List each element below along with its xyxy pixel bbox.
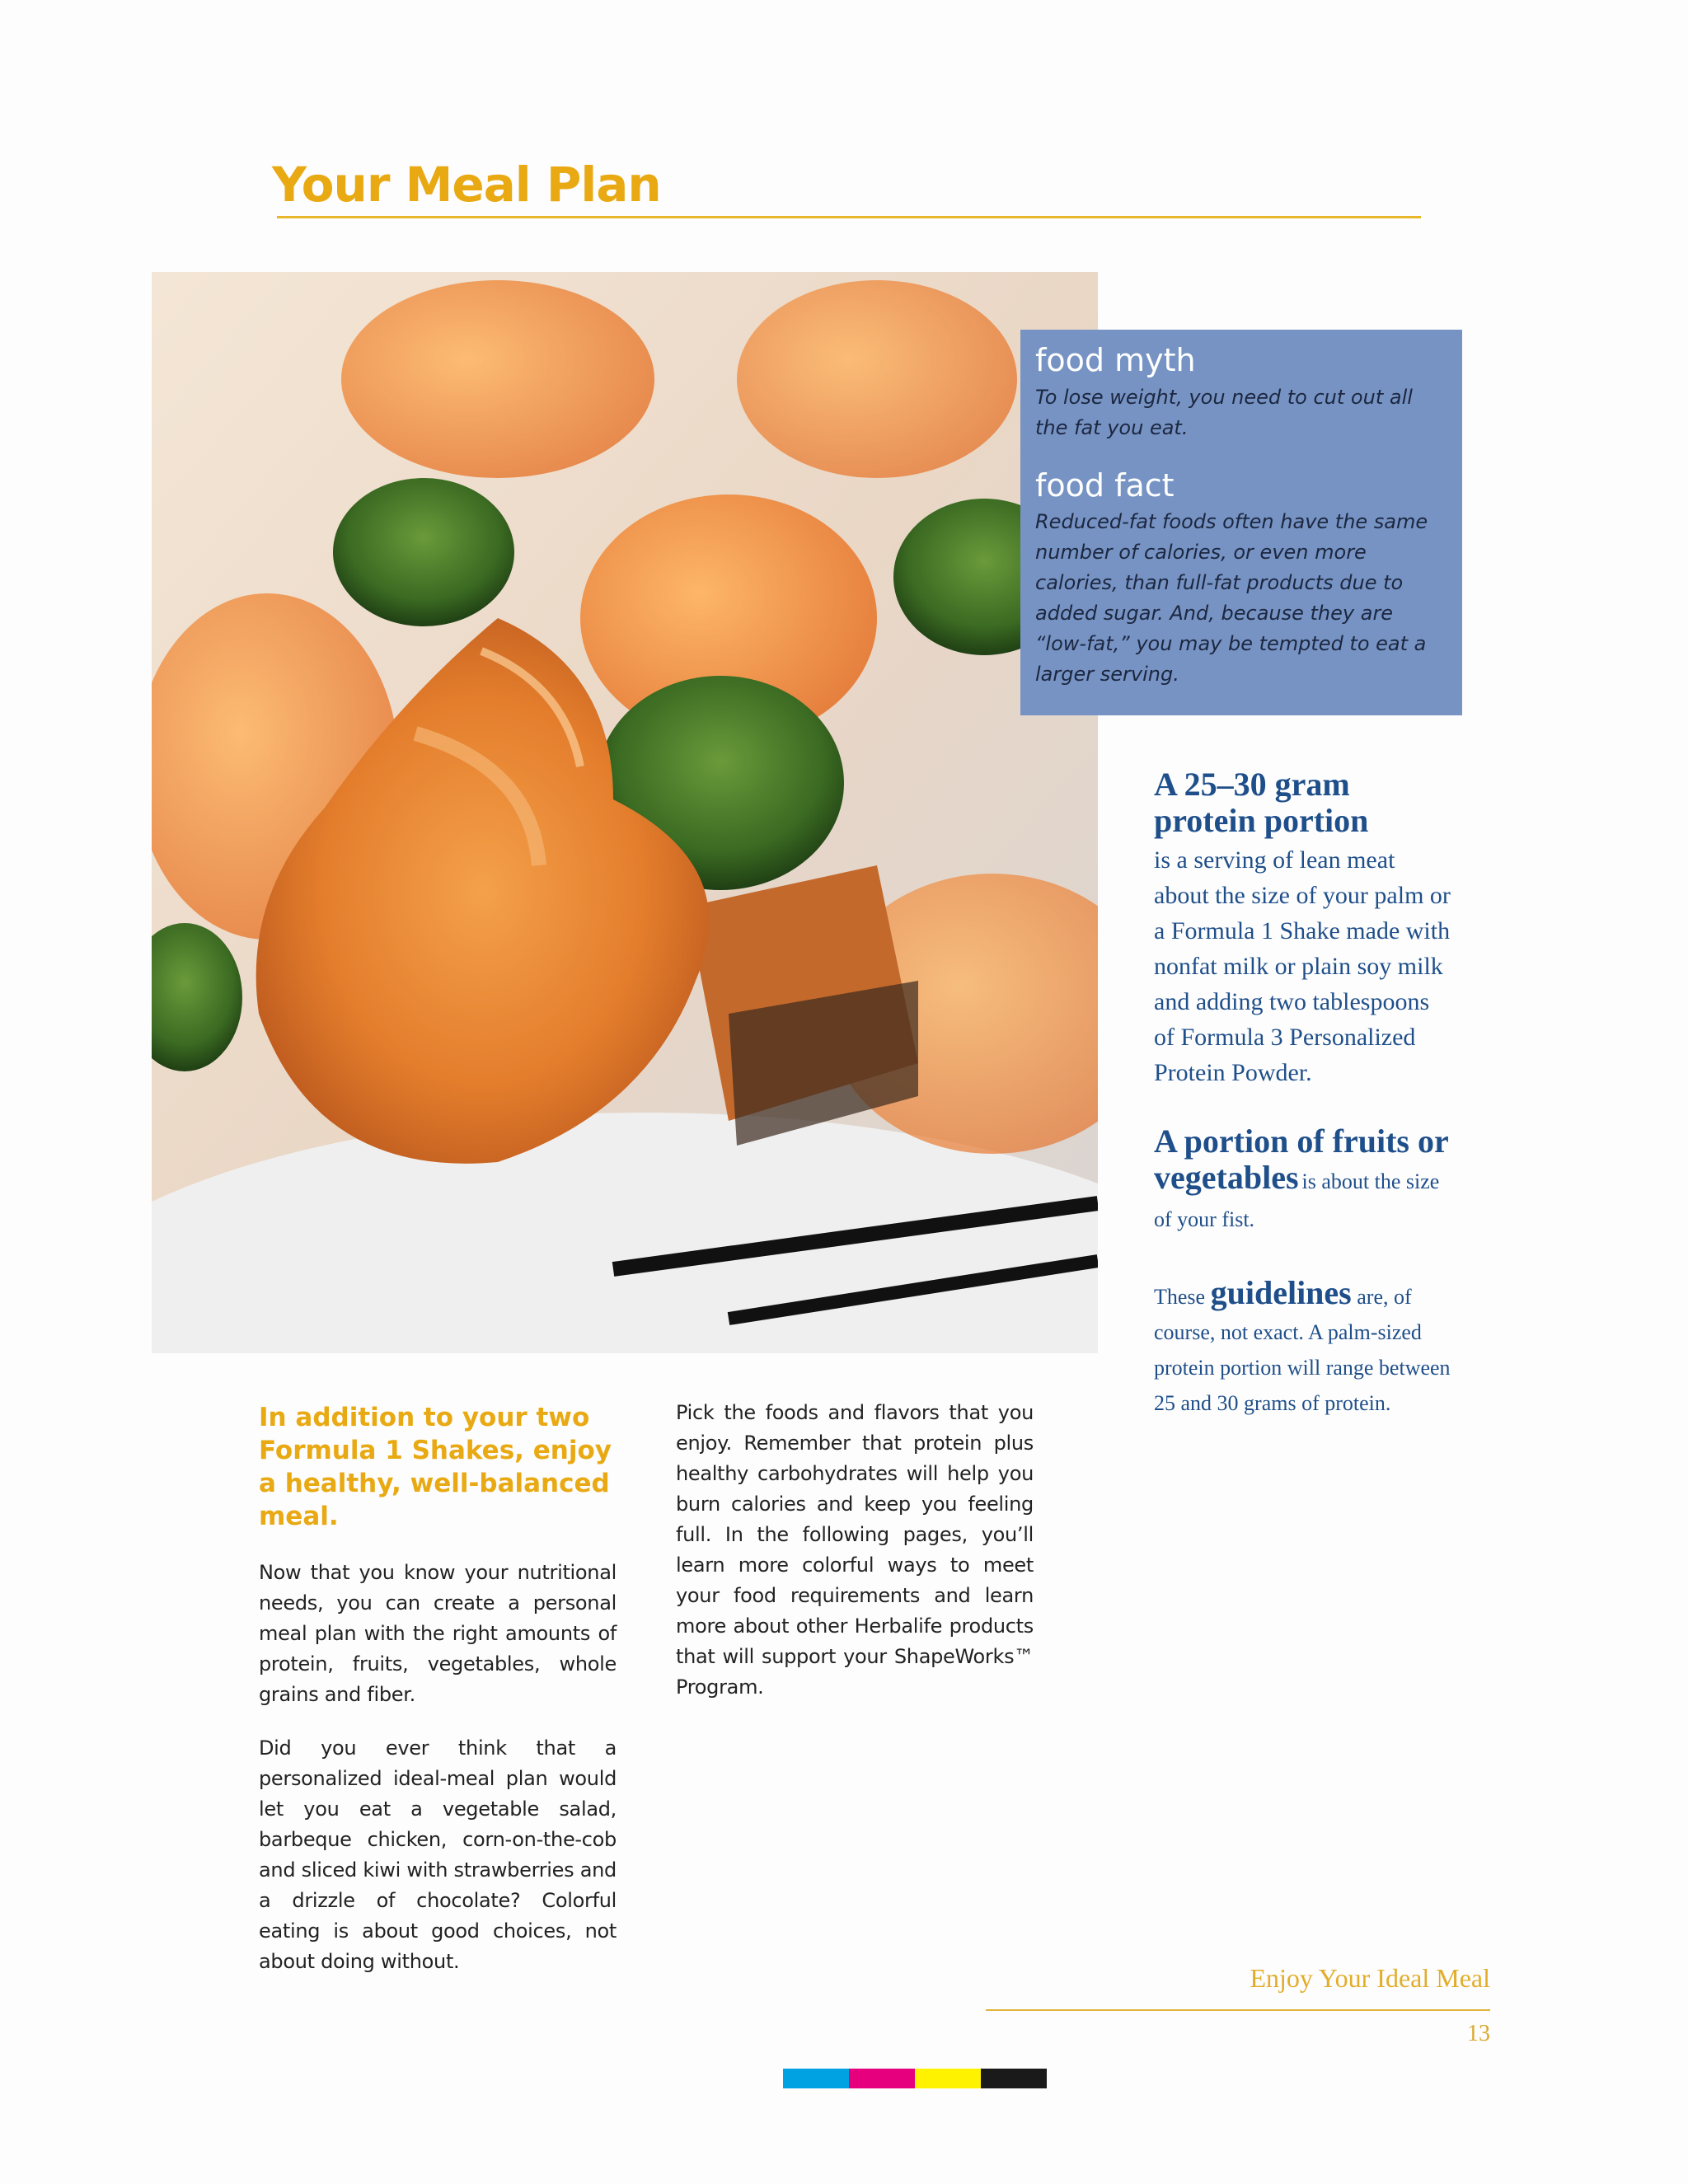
shrimp-broccoli-dish-photo [152, 272, 1098, 1353]
fact-heading: food fact [1035, 466, 1175, 504]
protein-portion-block [1154, 766, 1451, 1090]
footer-section-title: Enjoy Your Ideal Meal [1250, 1963, 1490, 1993]
page-number: 13 [1467, 2021, 1490, 2046]
yellow-swatch [915, 2069, 981, 2088]
magenta-swatch [849, 2069, 915, 2088]
guidelines-block [1154, 1275, 1451, 1421]
body-paragraph: Did you ever think that a personalized ideal-meal plan would let you eat a vegetable salad, barbeque chicken, corn-on-the-cob and sliced kiwi with strawberries and a drizzle of chocolate? Colorful eating is about good choices, not about doing without. [259, 1736, 617, 1973]
page-title: Your Meal Plan [272, 157, 661, 213]
guide-text: are, of course, not exact. A palm-sized protein portion will range between 25 and 30 grams of protein. [1154, 1285, 1451, 1415]
body-paragraph: Pick the foods and flavors that you enjoy. Remember that protein plus healthy carbohydrates will help you burn calories and keep you feeling full. In the following pages, you’ll learn more colorful ways to meet your food requirements and learn more about other Herbalife products that will support your ShapeWorks™ Program. [676, 1401, 1034, 1699]
print-registration-bar [783, 2069, 1047, 2088]
myth-heading: food myth [1035, 342, 1196, 378]
lead-paragraph: In addition to your two Formula 1 Shakes, enjoy a healthy, well-balanced meal. [259, 1403, 612, 1531]
fruit-text: is about the size of your fist. [1154, 1169, 1440, 1231]
portion-sidebar [1154, 766, 1451, 1421]
footer-rule [986, 2009, 1490, 2011]
protein-text: is a serving of lean meat about the size of your palm or a Formula 1 Shake made with nonfat milk or plain soy milk and adding two tablespoons of Formula 3 Personalized Protein Powder. [1154, 846, 1451, 1086]
body-paragraph: Now that you know your nutritional needs, you can create a personal meal plan with the right amounts of protein, fruits, vegetables, whole grains and fiber. [259, 1561, 617, 1706]
middle-column [676, 1398, 1034, 1703]
cyan-swatch [783, 2069, 849, 2088]
guide-word: guidelines [1210, 1274, 1352, 1311]
fact-text: Reduced-fat foods often have the same number of calories, or even more calories, than full-fat products due to added sugar. And, because they are “low-fat,” you may be tempted to eat a larger serving. [1035, 510, 1428, 686]
myth-text: To lose weight, you need to cut out all the fat you eat. [1035, 385, 1413, 439]
fruit-heading: A portion of fruits or vegetables [1154, 1122, 1449, 1196]
title-rule [277, 216, 1421, 218]
black-swatch [981, 2069, 1047, 2088]
protein-heading: A 25–30 gram protein portion [1154, 766, 1369, 839]
left-column [259, 1401, 617, 1977]
fruit-portion-block [1154, 1123, 1451, 1239]
guide-pre: These [1154, 1285, 1206, 1309]
food-myth-box [1020, 330, 1462, 715]
